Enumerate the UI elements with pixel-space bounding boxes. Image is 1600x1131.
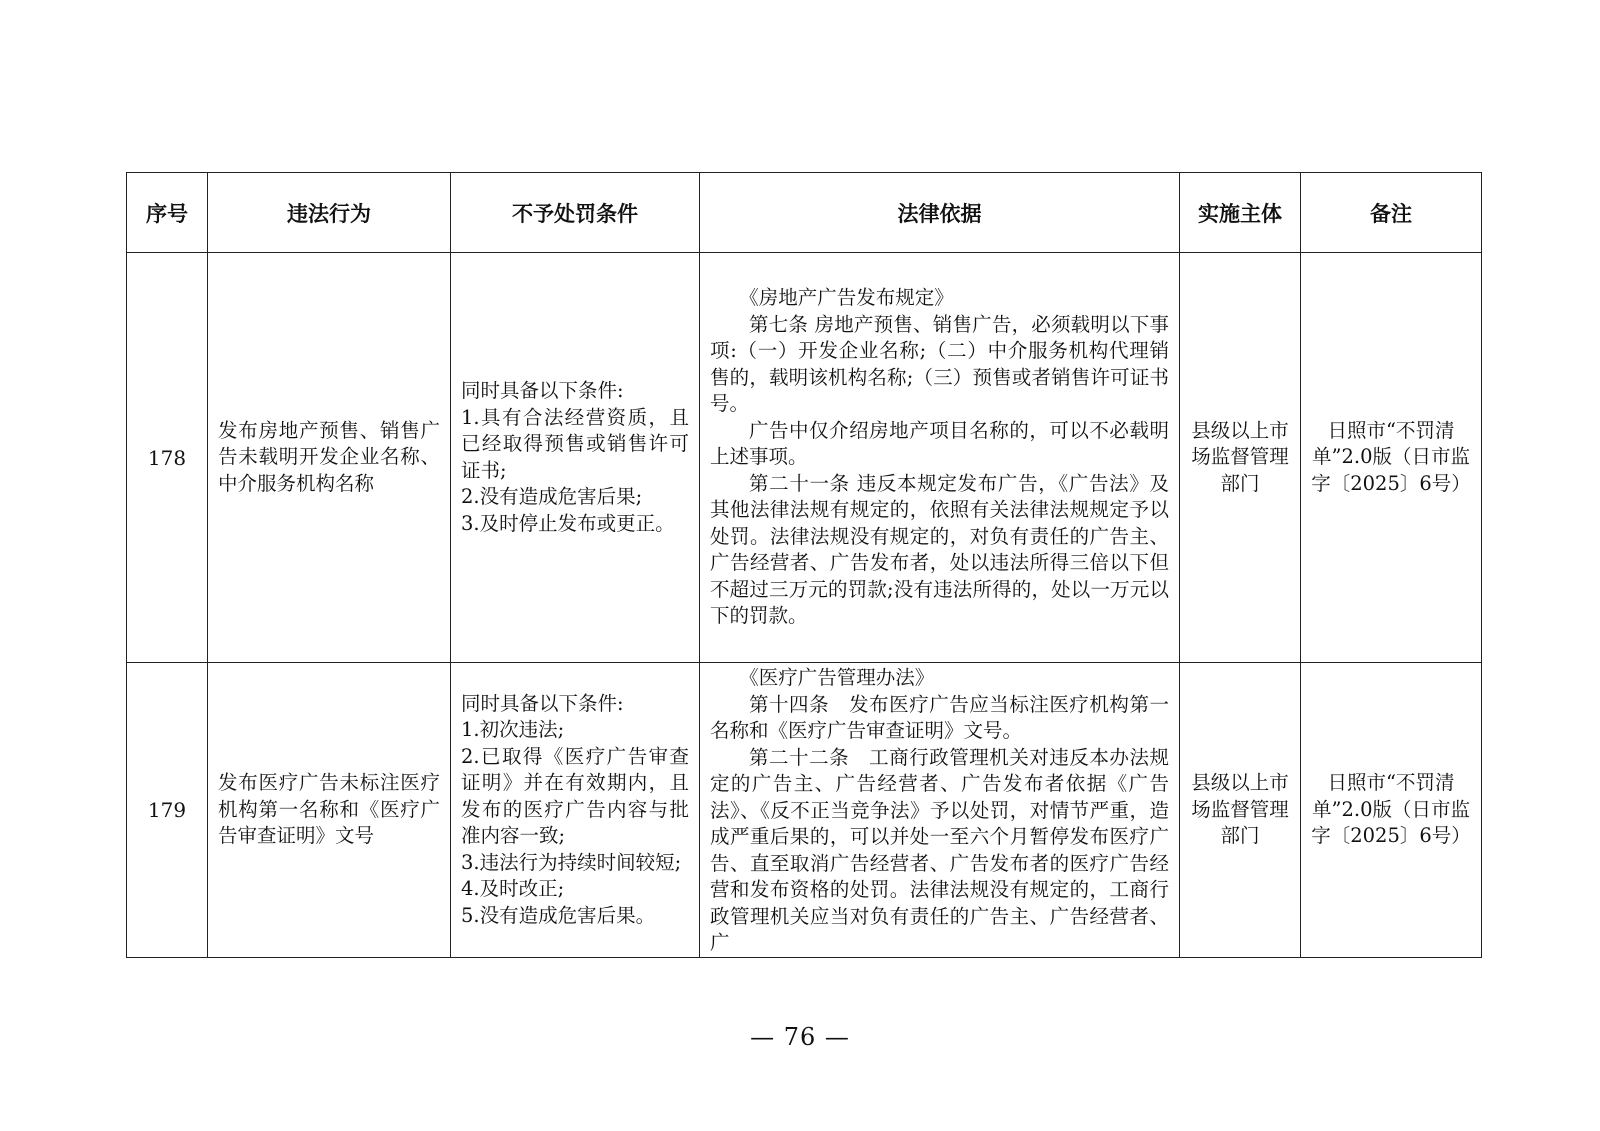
condition-line: 2.已取得《医疗广告审查证明》并在有效期内，且发布的医疗广告内容与批准内容一致; — [461, 744, 689, 848]
row-seq: 179 — [127, 663, 208, 958]
condition-line: 1.初次违法; — [461, 718, 565, 742]
header-remark: 备注 — [1301, 173, 1482, 253]
law-article: 第七条 房地产预售、销售广告，必须载明以下事项:（一）开发企业名称;（二）中介服务机构代理销售的，载明该机构名称;（三）预售或者销售许可证书号。 — [710, 312, 1169, 416]
page-number: — 76 — — [750, 1023, 850, 1051]
header-conditions: 不予处罚条件 — [451, 173, 700, 253]
condition-line: 2.没有造成危害后果; — [461, 485, 643, 508]
row-violation: 发布房地产预售、销售广告未载明开发企业名称、中介服务机构名称 — [208, 253, 451, 663]
row-conditions — [451, 253, 700, 663]
table-row — [127, 663, 1482, 958]
header-authority: 实施主体 — [1180, 173, 1301, 253]
row-authority: 县级以上市场监督管理部门 — [1180, 253, 1301, 663]
condition-line: 4.及时改正; — [461, 877, 565, 901]
row-legal-basis — [700, 253, 1180, 663]
condition-line: 3.及时停止发布或更正。 — [461, 511, 675, 535]
law-article: 第二十二条 工商行政管理机关对违反本办法规定的广告主、广告经营者、广告发布者依据《广告法》、《反不正当竞争法》予以处罚，对情节严重，造成严重后果的，可以并处一至六个月暂停发布医疗广告、直至取消广告经营者、广告发布者的医疗广告经营和发布资格的处罚。法律法规没有规定的，工商行政管理机关应当对负有责任的广告主、广告经营者、广 — [710, 745, 1169, 954]
row-legal-basis — [700, 663, 1180, 958]
condition-line: 3.违法行为持续时间较短; — [461, 850, 682, 874]
condition-line: 1.具有合法经营资质，且已经取得预售或销售许可证书; — [461, 405, 689, 482]
table-row — [127, 253, 1482, 663]
law-article: 第二十一条 违反本规定发布广告，《广告法》及其他法律法规有规定的，依照有关法律法规规定予以处罚。法律法规没有规定的，对负有责任的广告主、广告经营者、广告发布者，处以违法所得三倍以下但不超过三万元的罚款;没有违法所得的，处以一万元以下的罚款。 — [710, 471, 1169, 628]
condition-line: 同时具备以下条件: — [461, 691, 624, 715]
penalty-exemption-table — [126, 172, 1482, 958]
row-violation: 发布医疗广告未标注医疗机构第一名称和《医疗广告审查证明》文号 — [208, 663, 451, 958]
header-violation: 违法行为 — [208, 173, 451, 253]
law-title: 《医疗广告管理办法》 — [739, 666, 935, 689]
header-seq: 序号 — [127, 173, 208, 253]
header-legal-basis: 法律依据 — [700, 173, 1180, 253]
law-title: 《房地产广告发布规定》 — [739, 286, 954, 310]
row-seq: 178 — [127, 253, 208, 663]
row-authority: 县级以上市场监督管理部门 — [1180, 663, 1301, 958]
law-article: 第十四条 发布医疗广告应当标注医疗机构第一名称和《医疗广告审查证明》文号。 — [710, 692, 1169, 742]
condition-line: 5.没有造成危害后果。 — [461, 903, 656, 927]
condition-line: 同时具备以下条件: — [461, 379, 624, 402]
law-article: 广告中仅介绍房地产项目名称的，可以不必载明上述事项。 — [710, 418, 1169, 469]
row-remark: 日照市“不罚清单”2.0版（日市监字〔2025〕6号） — [1301, 253, 1482, 663]
law-text-container — [710, 665, 1169, 955]
table-header-row — [127, 173, 1482, 253]
row-remark: 日照市“不罚清单”2.0版（日市监字〔2025〕6号） — [1301, 663, 1482, 958]
row-conditions — [451, 663, 700, 958]
